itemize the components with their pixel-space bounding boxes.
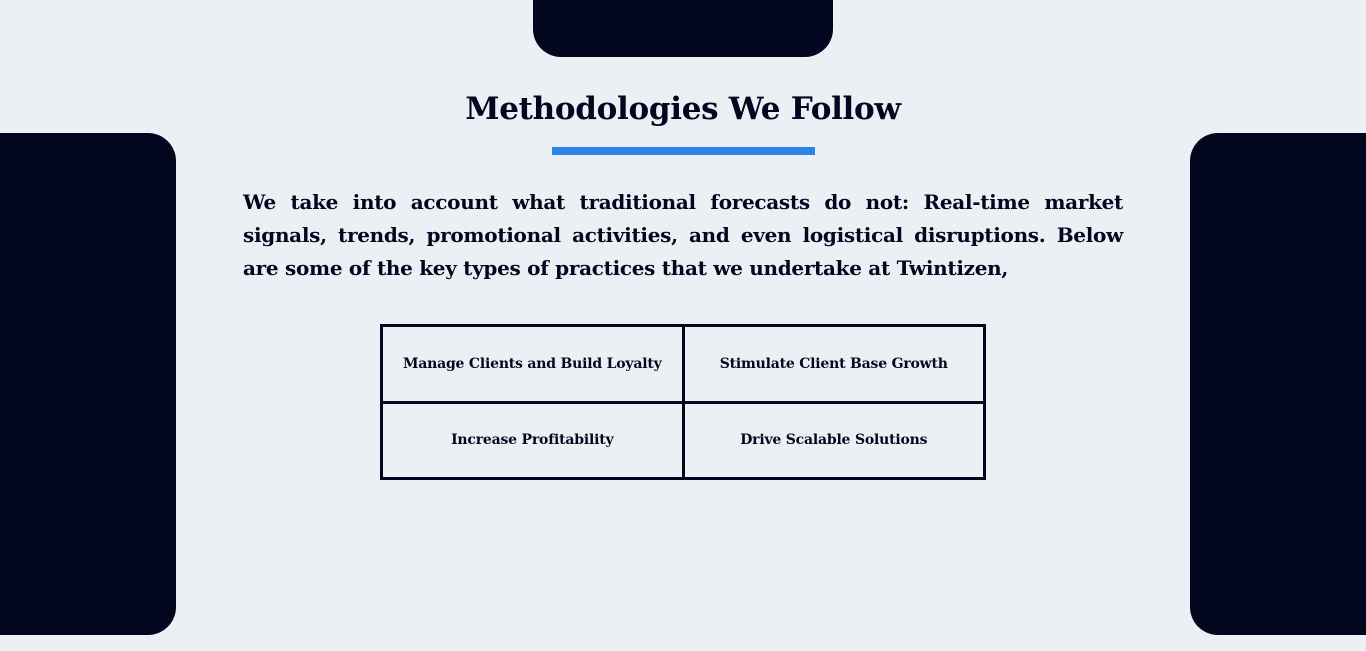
left-decorative-panel bbox=[0, 133, 176, 635]
intro-paragraph: We take into account what traditional forecasts do not: Real-time market signals, trends, promotional activities, and even logistical disruptions. Below are some of the key types of practices that we undertake at Twintizen, bbox=[243, 190, 1123, 280]
practices-table bbox=[380, 324, 986, 480]
practice-cell: Stimulate Client Base Growth bbox=[683, 326, 985, 403]
practice-cell: Increase Profitability bbox=[382, 402, 684, 479]
right-decorative-panel bbox=[1190, 133, 1366, 635]
page-title: Methodologies We Follow bbox=[465, 91, 901, 127]
title-underline bbox=[552, 147, 815, 155]
practice-cell: Drive Scalable Solutions bbox=[683, 402, 985, 479]
top-decorative-tab bbox=[533, 0, 833, 57]
table-row bbox=[382, 402, 985, 479]
practice-cell: Manage Clients and Build Loyalty bbox=[382, 326, 684, 403]
table-row bbox=[382, 326, 985, 403]
